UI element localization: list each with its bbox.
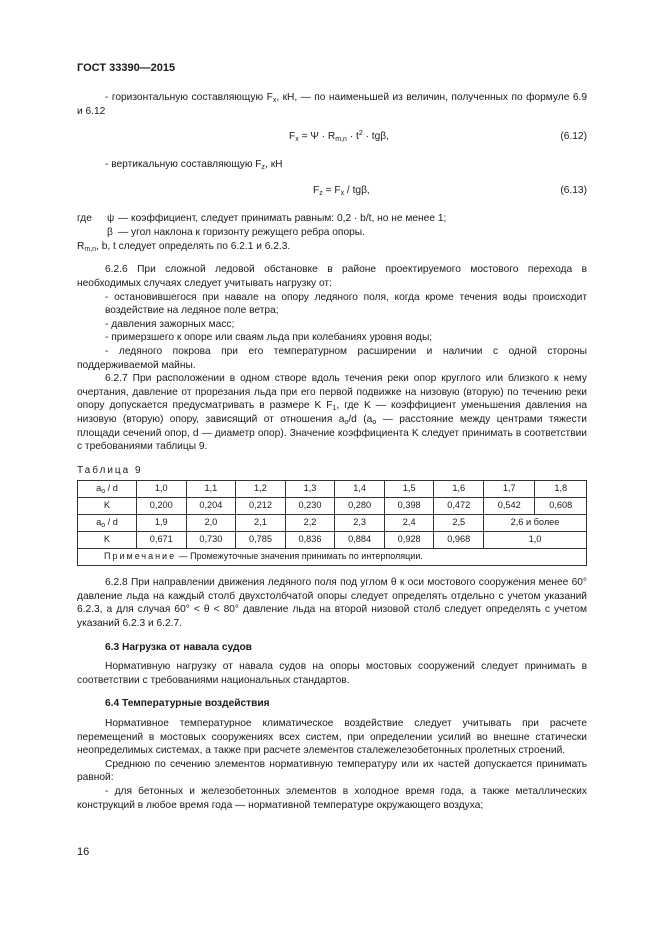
section-6-4-heading: 6.4 Температурные воздействия	[105, 698, 270, 710]
table-cell: 0,968	[434, 532, 484, 549]
table-header-cell	[78, 481, 137, 498]
table-cell: 0,212	[236, 498, 286, 515]
table-header-cell: K	[78, 532, 137, 549]
note-text: — Промежуточные значения принимать по интерполяции.	[176, 551, 423, 562]
formula-6-12	[77, 130, 587, 146]
where-beta	[77, 226, 587, 240]
table-cell: 0,398	[384, 498, 434, 515]
table-cell: 0,200	[137, 498, 187, 515]
table-cell: 0,230	[285, 498, 335, 515]
horizontal-component-text	[77, 91, 587, 118]
text-run: F	[289, 131, 296, 143]
table-row	[78, 498, 587, 515]
table-cell: 0,608	[535, 498, 587, 515]
section-6-3-heading: 6.3 Нагрузка от навала судов	[105, 641, 252, 653]
text-run: , где K — коэффициент уменьшения давления на низовую (вторую) опору, зависящий от отношения a	[77, 400, 587, 425]
subscript: x	[272, 97, 277, 104]
section-6-4-text-1: Нормативное температурное климатическое воздействие следует учитывать при расчете перемещений в мостовых сооружениях всех систем, при определении усилий во внешне статически неопределимых системах, а также при расчете элементов сталежелезобетонных пролетных строений.	[77, 718, 587, 757]
table-header-cell	[78, 515, 137, 532]
table-cell: 0,730	[186, 532, 236, 549]
table-cell: 0,671	[137, 532, 187, 549]
rmn-reference	[77, 240, 587, 254]
section-6-3-text: Нормативную нагрузку от навала судов на опоры мостовых сооружений следует принимать в соответствии с требованиями национальных стандартов.	[77, 661, 587, 686]
text-run: / d	[105, 483, 118, 494]
superscript: 2	[358, 130, 363, 138]
text-run: / d	[105, 517, 118, 528]
subscript: o	[101, 522, 106, 530]
table-row	[78, 532, 587, 549]
table-cell: 1,8	[535, 481, 587, 498]
where-psi	[77, 212, 587, 226]
subscript: 1	[332, 405, 337, 413]
table-row	[78, 549, 587, 566]
table-cell: 2,5	[434, 515, 484, 532]
page-content	[77, 91, 587, 812]
table-header-cell: K	[78, 498, 137, 515]
clause-6-2-8: 6.2.8 При направлении движения ледяного поля под углом θ к оси мостового сооружения менее 60° давление льда на каждый столб двухстолбчатой опоры следует определять отдельно с учетом указаний 6.2.3, а для случая 60° < θ < 80° давление льда на второй низовой столб следует определять с учетом указаний 6.2.3 и 6.2.7.	[77, 577, 587, 630]
table-cell: 0,785	[236, 532, 286, 549]
text-run: /d (a	[348, 413, 373, 425]
text-run: 6.2.7 При расположении в одном створе вдоль течения реки опор круглого или близкого к нему очертания, давление от прорезания льда при его первой подвижке на низовую (вторую) по течению реки опору допускается предусматривать в размере K F	[77, 373, 587, 412]
text-run: , b, t следует определять по 6.2.1 и 6.2.3.	[96, 240, 291, 252]
text-run: — расстояние между центрами тяжести площади сечений опор, d — диаметр опор). Значение коэффициента K следует принимать в соответствии с требованиями таблицы 9.	[77, 413, 587, 453]
formula-6-13	[77, 184, 587, 200]
formula-number: (6.12)	[560, 131, 587, 143]
table-cell: 0,280	[335, 498, 385, 515]
subscript: x	[295, 136, 299, 144]
subscript: o	[344, 418, 349, 426]
text-run: , кН	[265, 159, 283, 171]
text-run: / tgβ,	[344, 184, 370, 196]
formula-body	[289, 130, 389, 144]
formula-body	[313, 184, 370, 198]
subscript: z	[261, 164, 266, 172]
table-cell: 2,6 и более	[484, 515, 587, 532]
clause-6-2-7	[77, 372, 587, 454]
subscript: m,n	[335, 136, 347, 144]
table-cell: 2,0	[186, 515, 236, 532]
table-cell: 2,2	[285, 515, 335, 532]
subscript: m,n	[84, 245, 97, 253]
clause-6-2-6: 6.2.6 При сложной ледовой обстановке в районе проектируемого мостового перехода в необходимых случаях следует учитывать нагрузку от:	[77, 264, 587, 289]
table-cell: 0,204	[186, 498, 236, 515]
table-note	[78, 549, 587, 566]
table-cell: 2,3	[335, 515, 385, 532]
table-cell: 0,472	[434, 498, 484, 515]
vertical-component-text	[77, 158, 587, 172]
where-word: где	[77, 212, 92, 224]
table-cell: 1,0	[484, 532, 587, 549]
text-run: R	[77, 240, 85, 252]
subscript: z	[319, 189, 323, 197]
table-cell: 1,3	[285, 481, 335, 498]
text-run: = Ψ · R	[298, 131, 336, 143]
table-cell: 1,0	[137, 481, 187, 498]
table-cell: 0,884	[335, 532, 385, 549]
table-cell: 1,9	[137, 515, 187, 532]
page-header: ГОСТ 33390—2015	[77, 62, 176, 74]
subscript: x	[340, 189, 345, 197]
table-cell: 1,5	[384, 481, 434, 498]
section-6-4-text-2: Среднюю по сечению элементов нормативную температуру или их частей допускается принимать равной:	[77, 758, 587, 784]
spacer	[77, 566, 587, 576]
table-cell: 1,6	[434, 481, 484, 498]
clause-6-2-6-item-2: - давления зажорных масс;	[105, 318, 235, 330]
subscript: o	[101, 488, 106, 496]
text-run: - вертикальную составляющую F	[105, 159, 262, 171]
table-cell: 2,1	[236, 515, 286, 532]
page-number: 16	[77, 846, 90, 858]
clause-6-2-6-item-3: - примерзшего к опоре или сваям льда при колебаниях уровня воды;	[105, 332, 433, 344]
text-run: a	[96, 483, 102, 494]
text-run: = F	[322, 184, 341, 196]
table-row	[78, 515, 587, 532]
text-run: a	[96, 517, 102, 528]
text-run: · tgβ,	[362, 131, 389, 143]
table-cell: 1,1	[186, 481, 236, 498]
psi-symbol: ψ	[107, 212, 115, 224]
table-cell: 0,836	[285, 532, 335, 549]
subscript: o	[372, 418, 377, 426]
beta-description: — угол наклона к горизонту режущего ребра опоры.	[118, 226, 365, 238]
text-run: , кН, — по наименьшей из величин, полученных по формуле 6.9 и 6.12	[77, 92, 587, 117]
spacer	[77, 687, 587, 697]
spacer	[77, 631, 587, 641]
text-run: · t	[346, 131, 359, 143]
text-run: - горизонтальную составляющую F	[105, 92, 273, 103]
table-cell: 0,542	[484, 498, 535, 515]
note-label: Примечание	[104, 551, 177, 562]
clause-6-2-6-item-1: - остановившегося при навале на опору ледяного поля, когда кроме течения воды происходит воздействие на ледяное поле ветра;	[105, 291, 587, 317]
psi-description: — коэффициент, следует принимать равным: 0,2 · b/t, но не менее 1;	[118, 212, 447, 224]
spacer	[77, 253, 587, 263]
table-caption: Таблица 9	[77, 464, 143, 476]
clause-6-2-6-item-4: - ледяного покрова при его температурном расширении и наличии с одной стороны поддерживаемой майны.	[77, 345, 587, 371]
table-9	[77, 480, 587, 566]
text-run: F	[313, 184, 320, 196]
table-cell: 0,928	[384, 532, 434, 549]
table-cell: 1,7	[484, 481, 535, 498]
beta-symbol: β	[107, 226, 113, 238]
section-6-4-text-3: - для бетонных и железобетонных элементов в холодное время года, а также металлических конструкций в любое время года — нормативной температуре окружающего воздуха;	[77, 786, 587, 811]
formula-number: (6.13)	[560, 184, 587, 196]
table-row	[78, 481, 587, 498]
table-cell: 2,4	[384, 515, 434, 532]
table-cell: 1,4	[335, 481, 385, 498]
table-cell: 1,2	[236, 481, 286, 498]
